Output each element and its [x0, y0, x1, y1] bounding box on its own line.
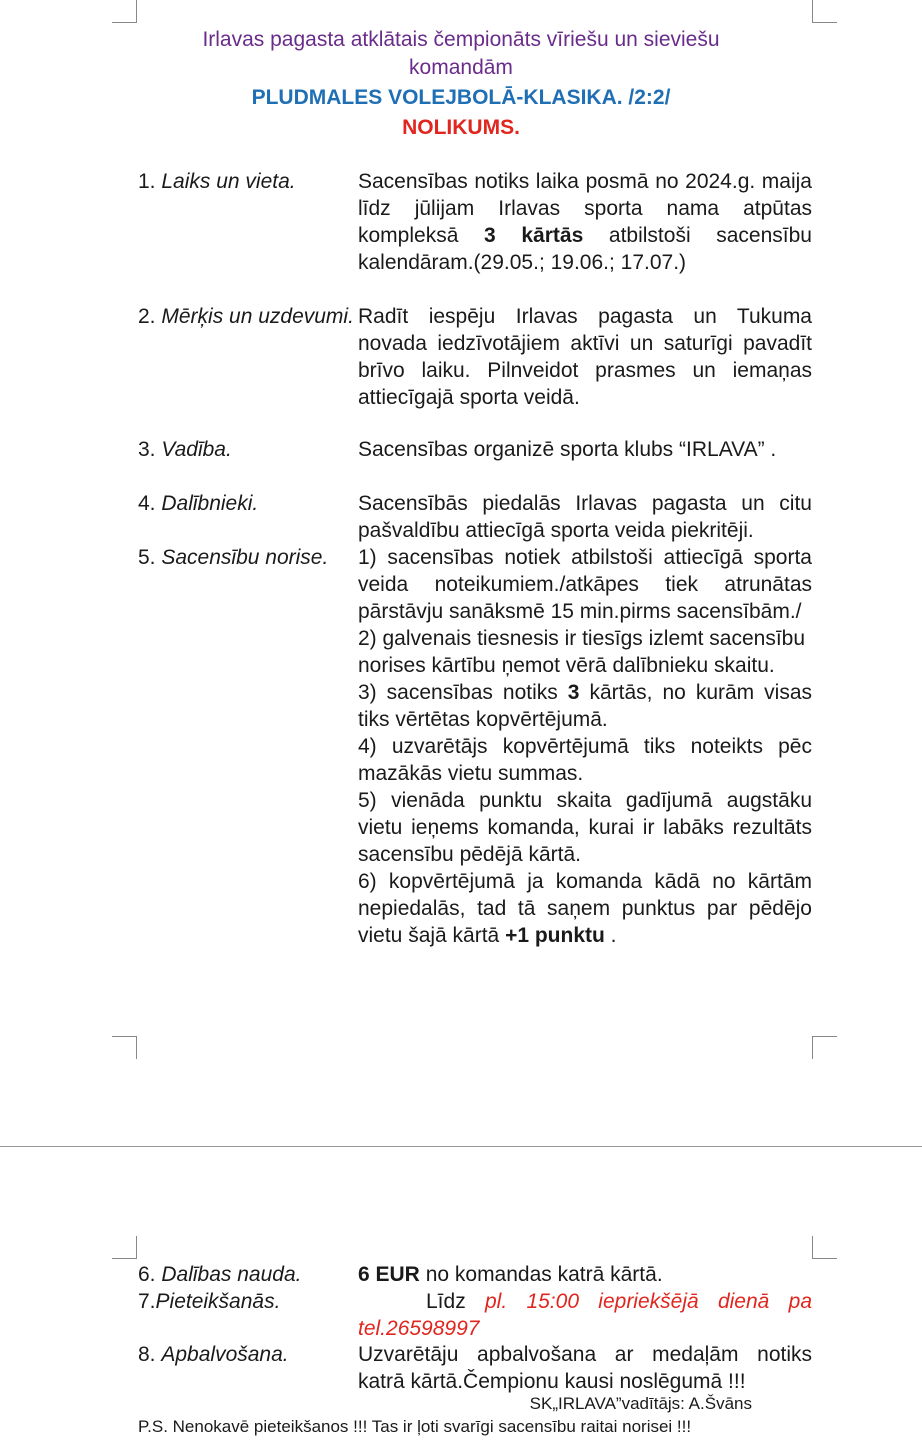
title-line-4: NOLIKUMS. — [402, 116, 520, 139]
section-5-title: Sacensību norise. — [161, 546, 329, 569]
section-5-item-2a: 2) galvenais tiesnesis ir tiesīgs izlemt sacensību — [358, 627, 806, 650]
crop-mark-bottom-right — [812, 1036, 837, 1059]
section-1-bold: 3 kārtās — [484, 224, 584, 247]
section-4-number: 4. — [138, 492, 156, 515]
signoff: SK„IRLAVA”vadītājs: A.Švāns — [529, 1394, 752, 1413]
section-5-item-6-text-2: . — [604, 924, 617, 947]
section-4-body: Sacensībās piedalās Irlavas pagasta un citu pašvaldību attiecīgā sporta veida piekritēji. — [358, 492, 812, 542]
section-4 — [138, 490, 812, 544]
section-6-amount: 6 EUR — [358, 1263, 420, 1286]
section-2 — [138, 303, 812, 411]
section-1-title: Laiks un vieta. — [161, 170, 296, 193]
section-5-number: 5. — [138, 546, 156, 569]
section-1-text: Sacensības notiks laika posmā no 2024.g. maija līdz jūlijam Irlavas sporta nama atpūtas kompleksā — [358, 170, 812, 247]
section-5-item-3-text-2: kārtās, no kurām visas tiks vērtētas kopvērtējumā. — [358, 681, 813, 731]
section-6-title: Dalības nauda. — [161, 1263, 302, 1286]
section-5 — [138, 544, 812, 949]
section-1-body — [358, 168, 812, 276]
section-8-body: Uzvarētāju apbalvošana ar medaļām notiks katrā kārtā.Čempionu kausi noslēgumā !!! — [358, 1343, 812, 1393]
section-1-text-2: atbilstoši sacensību kalendāram.(29.05.; 19.06.; 17.07.) — [358, 224, 812, 274]
section-5-item-6 — [358, 868, 812, 949]
section-3-label — [138, 436, 232, 463]
crop-mark-top-left-2 — [112, 1236, 137, 1259]
section-4-label — [138, 490, 258, 517]
section-5-item-4: 4) uzvarētājs kopvērtējumā tiks noteikts pēc mazākās vietu summas. — [358, 735, 812, 785]
section-7-number: 7. — [138, 1290, 156, 1313]
title-line-3: PLUDMALES VOLEJBOLĀ-KLASIKA. /2:2/ — [251, 86, 671, 109]
section-5-item-6-text: 6) kopvērtējumā ja komanda kādā no kārtām nepiedalās, tad tā saņem punktus par pēdējo vietu šajā kārtā — [358, 870, 812, 947]
section-1 — [138, 168, 812, 276]
section-6-text: no komandas katrā kārtā. — [419, 1263, 663, 1286]
section-6-label — [138, 1261, 301, 1288]
section-8 — [138, 1341, 812, 1395]
postscript: P.S. Nenokavē pieteikšanos !!! Tas ir ļoti svarīgi sacensību raitai norisei !!! — [138, 1417, 692, 1436]
section-1-label — [138, 168, 296, 195]
section-5-item-1: 1) sacensības notiek atbilstoši attiecīgā sporta veida noteikumiem./atkāpes tiek atrunātas pārstāvju sanāksmē 15 min.pirms sacensībām./ — [358, 546, 812, 623]
section-2-label — [138, 303, 354, 330]
section-2-body: Radīt iespēju Irlavas pagasta un Tukuma novada iedzīvotājiem aktīvi un saturīgi pavadīt brīvo laiku. Pilnveidot prasmes un iemaņas attiecīgajā sporta veidā. — [358, 305, 812, 409]
section-6-number: 6. — [138, 1263, 156, 1286]
title-line-2: komandām — [409, 56, 513, 79]
section-7 — [138, 1288, 812, 1342]
section-3-title: Vadība. — [161, 438, 232, 461]
section-5-item-2b: norises kārtību ņemot vērā dalībnieku skaitu. — [358, 654, 775, 677]
section-8-label — [138, 1341, 289, 1368]
section-7-label — [138, 1288, 280, 1315]
crop-mark-bottom-left — [112, 1036, 137, 1059]
section-8-title: Apbalvošana. — [161, 1343, 289, 1366]
section-3-number: 3. — [138, 438, 156, 461]
section-4-title: Dalībnieki. — [161, 492, 259, 515]
section-5-item-5: 5) vienāda punktu skaita gadījumā augstāku vietu ieņems komanda, kurai ir labāks rezultāts sacensību pēdējā kārtā. — [358, 789, 812, 866]
section-5-item-3-bold: 3 — [567, 681, 580, 704]
section-3-body: Sacensības organizē sporta klubs “IRLAVA” . — [358, 438, 777, 461]
section-2-title: Mērķis un uzdevumi. — [161, 305, 354, 328]
section-5-item-3 — [358, 679, 812, 733]
crop-mark-top-left — [112, 0, 137, 23]
section-3 — [138, 436, 812, 463]
section-5-body — [358, 544, 812, 949]
section-7-text: Līdz — [426, 1290, 485, 1313]
title-line-1: Irlavas pagasta atklātais čempionāts vīriešu un sieviešu — [202, 28, 720, 51]
section-7-title: Pieteikšanās. — [155, 1290, 281, 1313]
section-5-label — [138, 544, 328, 571]
section-5-item-6-bold: +1 punktu — [505, 924, 605, 947]
section-7-deadline: pl. 15:00 iepriekšējā dienā pa tel.26598997 — [358, 1290, 812, 1340]
section-7-body — [358, 1288, 812, 1342]
crop-mark-top-right-2 — [812, 1236, 837, 1259]
section-6 — [138, 1261, 812, 1288]
section-1-number: 1. — [138, 170, 156, 193]
crop-mark-top-right — [812, 0, 837, 23]
page-divider — [0, 1146, 922, 1147]
section-5-item-3-text: 3) sacensības notiks — [358, 681, 568, 704]
section-8-number: 8. — [138, 1343, 156, 1366]
section-6-body — [358, 1261, 812, 1288]
document-header — [0, 26, 922, 142]
section-2-number: 2. — [138, 305, 156, 328]
